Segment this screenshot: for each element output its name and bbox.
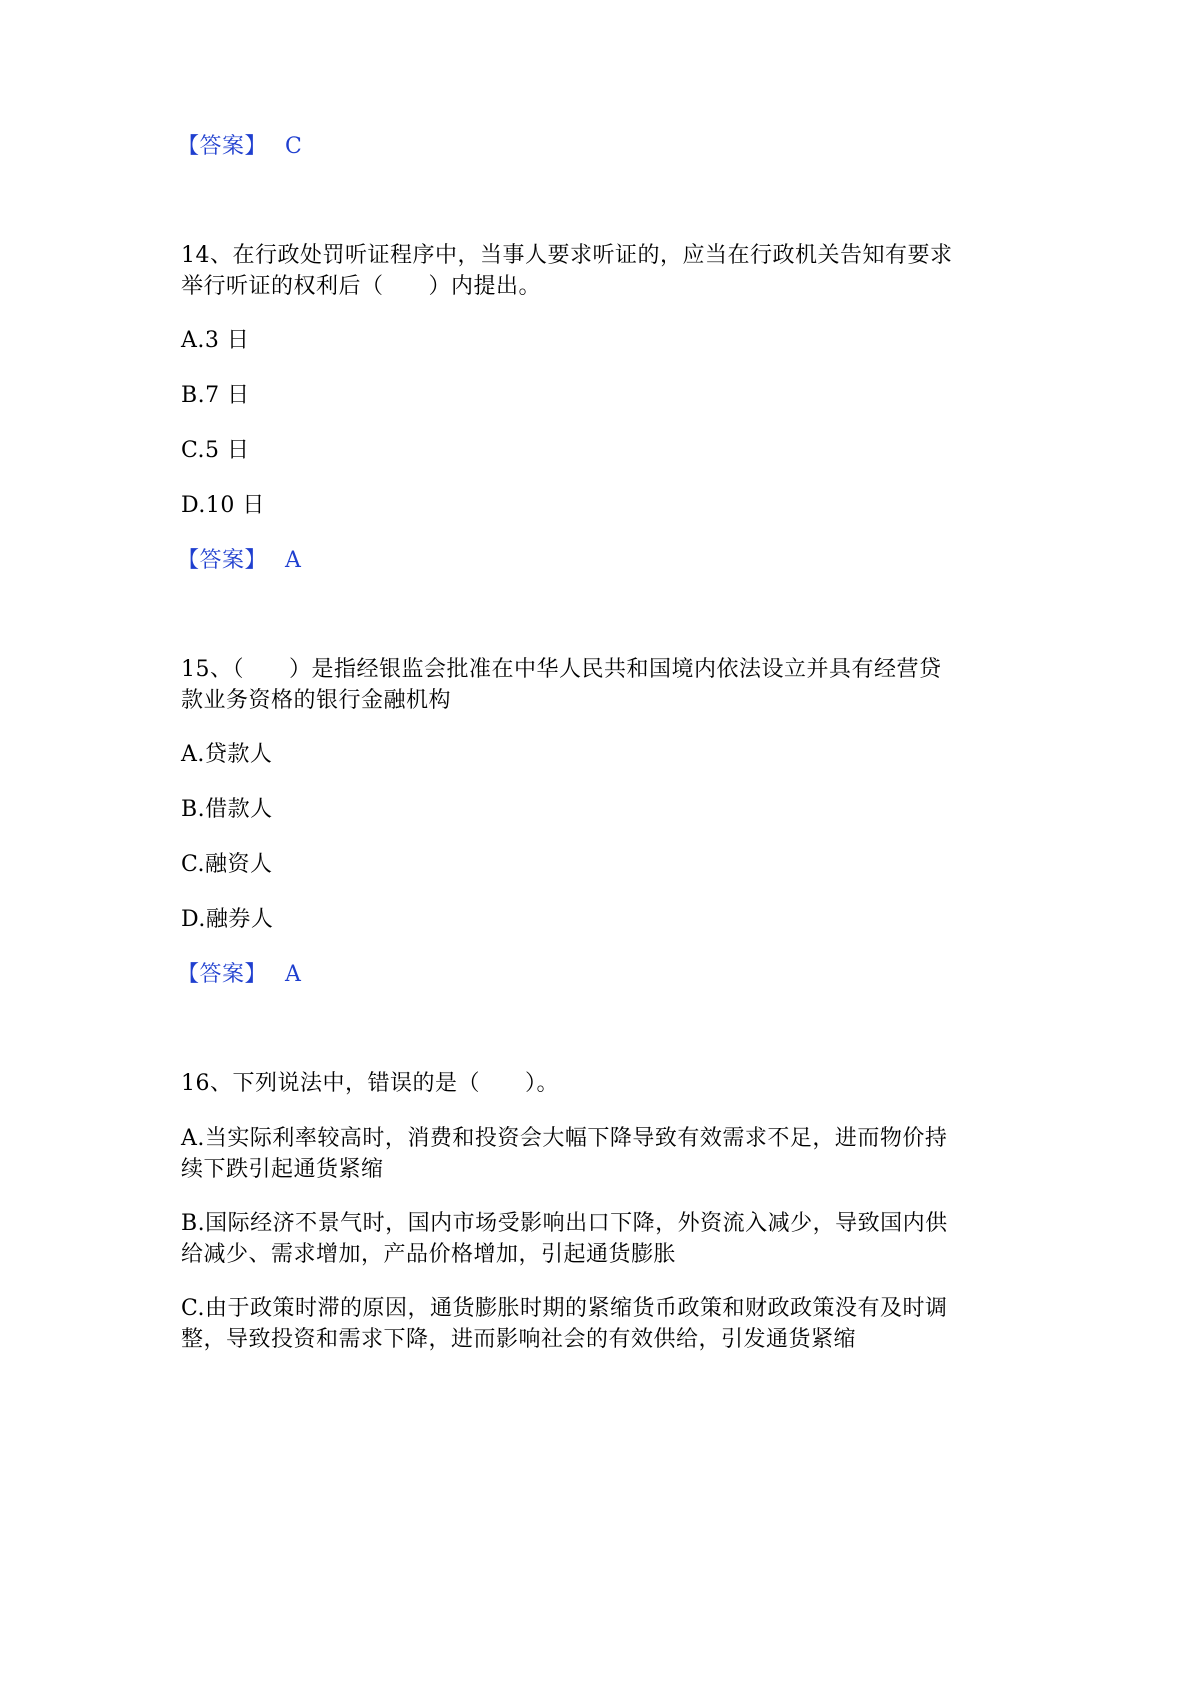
answer-label: 【答案】: [177, 548, 268, 573]
answer-line-q15: [177, 959, 301, 991]
question-14-option-d: D.10 日: [181, 493, 265, 518]
question-16-option-a-line-2: 续下跌引起通货紧缩: [181, 1157, 384, 1182]
question-15-stem-line-2: 款业务资格的银行金融机构: [181, 688, 452, 713]
question-16-option-b-line-1: B.国际经济不景气时，国内市场受影响出口下降，外资流入减少，导致国内供: [181, 1211, 948, 1236]
question-14-stem-line-1: 14、在行政处罚听证程序中，当事人要求听证的，应当在行政机关告知有要求: [181, 243, 953, 268]
question-16-stem: 16、下列说法中，错误的是（ ）。: [181, 1071, 559, 1096]
question-15-option-a: A.贷款人: [181, 742, 273, 767]
answer-label: 【答案】: [177, 134, 268, 159]
question-15-stem-line-1: 15、（ ）是指经银监会批准在中华人民共和国境内依法设立并具有经营贷: [181, 657, 942, 682]
question-16-option-c-line-1: C.由于政策时滞的原因，通货膨胀时期的紧缩货币政策和财政政策没有及时调: [181, 1296, 948, 1321]
question-14-option-b: B.7 日: [181, 383, 250, 408]
question-14-option-a: A.3 日: [181, 328, 250, 353]
answer-line-q13: [177, 131, 302, 163]
answer-label: 【答案】: [177, 962, 268, 987]
answer-value: A: [285, 962, 302, 987]
question-15-option-c: C.融资人: [181, 852, 273, 877]
answer-line-q14: [177, 545, 301, 577]
question-15-option-b: B.借款人: [181, 797, 273, 822]
question-14-stem-line-2: 举行听证的权利后（ ）内提出。: [181, 274, 542, 299]
question-15-option-d: D.融券人: [181, 907, 274, 932]
question-16-option-c-line-2: 整，导致投资和需求下降，进而影响社会的有效供给，引发通货紧缩: [181, 1327, 857, 1352]
answer-value: A: [285, 548, 302, 573]
question-16-option-a-line-1: A.当实际利率较高时，消费和投资会大幅下降导致有效需求不足，进而物价持: [181, 1126, 948, 1151]
question-16-option-b-line-2: 给减少、需求增加，产品价格增加，引起通货膨胀: [181, 1242, 677, 1267]
question-14-option-c: C.5 日: [181, 438, 250, 463]
answer-value: C: [285, 134, 303, 159]
